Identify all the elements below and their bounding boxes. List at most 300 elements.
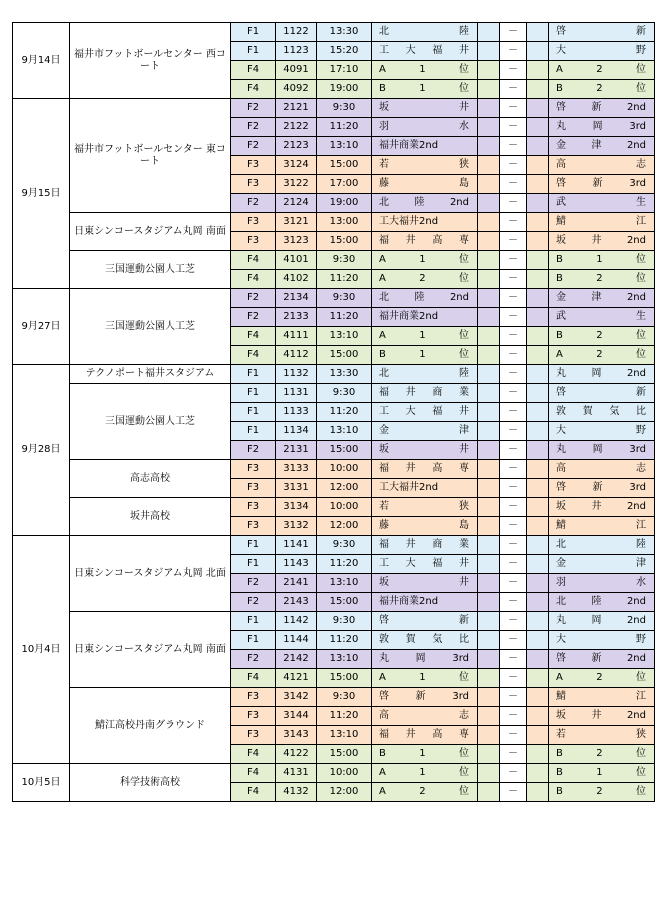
league-code: F1 (231, 422, 276, 441)
team-name-part: 2nd (626, 615, 646, 627)
team-name-part: 位 (459, 748, 469, 760)
match-number: 1131 (276, 384, 317, 403)
kickoff-time: 15:00 (317, 346, 372, 365)
team-name-part: 敦 (556, 406, 566, 418)
team-name-part: A (379, 786, 386, 798)
home-team (372, 308, 478, 327)
away-team (549, 289, 655, 308)
team-name-part: 位 (636, 672, 646, 684)
home-team (372, 99, 478, 118)
away-team (549, 137, 655, 156)
versus-separator: － (500, 403, 527, 422)
gap-cell (478, 764, 500, 783)
team-name (549, 349, 654, 361)
team-name-part: 福井商業2nd (379, 596, 439, 608)
gap-cell (527, 555, 549, 574)
gap-cell (478, 175, 500, 194)
match-number: 3142 (276, 688, 317, 707)
gap-cell (527, 726, 549, 745)
table-row (13, 251, 655, 270)
away-team (549, 99, 655, 118)
team-name-part: 啓 (379, 691, 389, 703)
team-name-part: 位 (459, 330, 469, 342)
team-name-part: 井 (591, 710, 602, 722)
team-name-part: 位 (636, 349, 646, 361)
team-name-part: A (556, 672, 563, 684)
match-number: 2133 (276, 308, 317, 327)
team-name (549, 235, 654, 247)
home-team (372, 688, 478, 707)
match-number: 4102 (276, 270, 317, 289)
team-name-part: 位 (459, 273, 469, 285)
versus-separator: － (500, 441, 527, 460)
team-name-part: 3rd (629, 121, 646, 133)
away-team (549, 612, 655, 631)
team-name-part: 生 (636, 197, 646, 209)
home-team (372, 612, 478, 631)
team-name (372, 311, 477, 323)
gap-cell (478, 574, 500, 593)
team-name-part: 野 (636, 425, 646, 437)
gap-cell (527, 707, 549, 726)
team-name-part: 2 (596, 748, 603, 760)
team-name (549, 45, 654, 57)
team-name (549, 596, 654, 608)
kickoff-time: 12:00 (317, 783, 372, 802)
team-name-part: 位 (459, 83, 469, 95)
away-team (549, 61, 655, 80)
team-name (549, 729, 654, 741)
match-number: 1133 (276, 403, 317, 422)
team-name (549, 425, 654, 437)
team-name (372, 653, 477, 665)
team-name-part: 啓 (556, 653, 566, 665)
team-name-part: 比 (635, 406, 646, 418)
gap-cell (527, 80, 549, 99)
team-name (549, 197, 654, 209)
team-name-part: 丸 (556, 368, 566, 380)
league-code: F4 (231, 669, 276, 688)
away-team (549, 498, 655, 517)
away-team (549, 422, 655, 441)
team-name (372, 539, 477, 551)
team-name-part: 1 (419, 254, 426, 266)
team-name-part: 2nd (626, 368, 646, 380)
team-name (372, 349, 477, 361)
gap-cell (478, 99, 500, 118)
team-name-part: 専 (458, 235, 469, 247)
team-name-part: 井 (591, 501, 602, 513)
versus-separator: － (500, 194, 527, 213)
table-row (13, 764, 655, 783)
team-name-part: 工 (379, 406, 389, 418)
team-name-part: 坂 (379, 577, 389, 589)
team-name-part: 2nd (626, 501, 646, 513)
team-name-part: 福 (379, 463, 389, 475)
team-name (372, 83, 477, 95)
home-team (372, 232, 478, 251)
team-name (372, 45, 477, 57)
kickoff-time: 13:30 (317, 23, 372, 42)
league-code: F2 (231, 574, 276, 593)
kickoff-time: 13:10 (317, 650, 372, 669)
versus-separator: － (500, 612, 527, 631)
match-date: 9月27日 (13, 289, 70, 365)
team-name (372, 444, 477, 456)
gap-cell (527, 384, 549, 403)
team-name-part: 位 (636, 767, 646, 779)
team-name-part: 陸 (636, 539, 646, 551)
team-name-part: 井 (459, 577, 469, 589)
kickoff-time: 9:30 (317, 536, 372, 555)
gap-cell (527, 194, 549, 213)
team-name-part: B (556, 748, 563, 760)
home-team (372, 194, 478, 213)
away-team (549, 745, 655, 764)
league-code: F1 (231, 612, 276, 631)
home-team (372, 346, 478, 365)
league-code: F1 (231, 384, 276, 403)
gap-cell (478, 365, 500, 384)
team-name-part: 江 (636, 216, 646, 228)
team-name-part: 井 (405, 539, 416, 551)
team-name (372, 425, 477, 437)
team-name-part: 井 (459, 444, 469, 456)
team-name (549, 102, 654, 114)
team-name (549, 216, 654, 228)
away-team (549, 270, 655, 289)
kickoff-time: 9:30 (317, 289, 372, 308)
team-name-part: 岡 (591, 615, 602, 627)
team-name-part: 江 (636, 691, 646, 703)
team-name (549, 26, 654, 38)
kickoff-time: 11:20 (317, 707, 372, 726)
versus-separator: － (500, 175, 527, 194)
gap-cell (478, 631, 500, 650)
team-name (549, 140, 654, 152)
team-name-part: 位 (459, 786, 469, 798)
gap-cell (527, 308, 549, 327)
away-team (549, 42, 655, 61)
versus-separator: － (500, 650, 527, 669)
team-name (549, 501, 654, 513)
team-name-part: 井 (591, 235, 602, 247)
match-number: 3143 (276, 726, 317, 745)
team-name (549, 482, 654, 494)
team-name (549, 577, 654, 589)
team-name-part: 新 (592, 178, 603, 190)
gap-cell (527, 764, 549, 783)
kickoff-time: 13:10 (317, 137, 372, 156)
versus-separator: － (500, 99, 527, 118)
team-name-part: 工大福井2nd (379, 216, 439, 228)
team-name-part: 井 (405, 235, 416, 247)
home-team (372, 745, 478, 764)
team-name-part: 坂 (379, 444, 389, 456)
team-name (549, 159, 654, 171)
team-name-part: A (379, 330, 386, 342)
team-name-part: 位 (636, 83, 646, 95)
team-name-part: 2 (596, 330, 603, 342)
team-name-part: 1 (419, 64, 426, 76)
team-name-part: 1 (419, 748, 426, 760)
match-number: 4101 (276, 251, 317, 270)
team-name-part: 北 (379, 197, 389, 209)
team-name-part: 位 (459, 254, 469, 266)
gap-cell (478, 707, 500, 726)
team-name-part: 江 (636, 520, 646, 532)
team-name (372, 140, 477, 152)
gap-cell (527, 175, 549, 194)
team-name-part: 丸 (556, 615, 566, 627)
kickoff-time: 11:20 (317, 555, 372, 574)
away-team (549, 650, 655, 669)
kickoff-time: 15:00 (317, 441, 372, 460)
league-code: F1 (231, 631, 276, 650)
team-name (372, 615, 477, 627)
team-name-part: 専 (458, 729, 469, 741)
league-code: F4 (231, 346, 276, 365)
kickoff-time: 15:00 (317, 156, 372, 175)
team-name-part: 井 (458, 406, 469, 418)
team-name-part: A (379, 273, 386, 285)
table-row (13, 365, 655, 384)
team-name-part: 2 (596, 672, 603, 684)
kickoff-time: 11:20 (317, 308, 372, 327)
gap-cell (478, 555, 500, 574)
kickoff-time: 10:00 (317, 764, 372, 783)
team-name-part: 大 (405, 406, 416, 418)
team-name-part: 井 (458, 45, 469, 57)
team-name (372, 501, 477, 513)
home-team (372, 441, 478, 460)
gap-cell (478, 61, 500, 80)
match-number: 1144 (276, 631, 317, 650)
team-name (372, 767, 477, 779)
league-code: F4 (231, 270, 276, 289)
team-name-part: 2nd (626, 102, 646, 114)
gap-cell (527, 289, 549, 308)
versus-separator: － (500, 593, 527, 612)
team-name-part: 2nd (626, 140, 646, 152)
team-name-part: 1 (419, 349, 426, 361)
versus-separator: － (500, 118, 527, 137)
home-team (372, 726, 478, 745)
team-name-part: 丸 (556, 121, 566, 133)
team-name-part: 位 (636, 748, 646, 760)
team-name-part: 鯖 (556, 691, 566, 703)
team-name-part: 丸 (379, 653, 389, 665)
team-name (372, 691, 477, 703)
team-name-part: 1 (419, 672, 426, 684)
home-team (372, 707, 478, 726)
gap-cell (478, 688, 500, 707)
match-number: 2143 (276, 593, 317, 612)
team-name (549, 273, 654, 285)
venue-name: 高志高校 (70, 460, 231, 498)
table-row (13, 612, 655, 631)
team-name-part: 若 (379, 501, 389, 513)
gap-cell (527, 783, 549, 802)
team-name (372, 368, 477, 380)
away-team (549, 156, 655, 175)
kickoff-time: 13:10 (317, 574, 372, 593)
league-code: F3 (231, 460, 276, 479)
kickoff-time: 11:20 (317, 270, 372, 289)
team-name-part: 新 (415, 691, 426, 703)
gap-cell (527, 574, 549, 593)
league-code: F3 (231, 175, 276, 194)
home-team (372, 764, 478, 783)
venue-name: 三国運動公園人工芝 (70, 384, 231, 460)
gap-cell (527, 270, 549, 289)
match-number: 4112 (276, 346, 317, 365)
kickoff-time: 11:20 (317, 403, 372, 422)
home-team (372, 650, 478, 669)
team-name-part: 2nd (449, 292, 469, 304)
league-code: F2 (231, 308, 276, 327)
kickoff-time: 9:30 (317, 384, 372, 403)
gap-cell (527, 745, 549, 764)
team-name-part: A (379, 64, 386, 76)
team-name-part: 岡 (591, 368, 602, 380)
team-name (372, 178, 477, 190)
team-name-part: 井 (459, 102, 469, 114)
team-name-part: 志 (636, 463, 646, 475)
team-name-part: 新 (592, 482, 603, 494)
away-team (549, 384, 655, 403)
team-name-part: 鯖 (556, 216, 566, 228)
versus-separator: － (500, 61, 527, 80)
team-name (549, 121, 654, 133)
gap-cell (527, 365, 549, 384)
team-name (549, 539, 654, 551)
match-number: 2123 (276, 137, 317, 156)
home-team (372, 213, 478, 232)
versus-separator: － (500, 555, 527, 574)
team-name-part: 福 (432, 406, 443, 418)
team-name (549, 254, 654, 266)
team-name (549, 83, 654, 95)
team-name-part: 金 (556, 140, 566, 152)
team-name (549, 463, 654, 475)
team-name (372, 634, 477, 646)
match-number: 4131 (276, 764, 317, 783)
away-team (549, 80, 655, 99)
match-number: 1141 (276, 536, 317, 555)
team-name-part: 2 (596, 273, 603, 285)
away-team (549, 517, 655, 536)
match-number: 2122 (276, 118, 317, 137)
team-name-part: 鯖 (556, 520, 566, 532)
team-name-part: B (379, 748, 386, 760)
match-number: 2134 (276, 289, 317, 308)
venue-name: 科学技術高校 (70, 764, 231, 802)
kickoff-time: 17:10 (317, 61, 372, 80)
home-team (372, 289, 478, 308)
team-name-part: 2nd (626, 235, 646, 247)
team-name-part: A (379, 254, 386, 266)
team-name (549, 444, 654, 456)
match-number: 4122 (276, 745, 317, 764)
match-number: 1142 (276, 612, 317, 631)
team-name-part: 高 (432, 235, 443, 247)
home-team (372, 517, 478, 536)
venue-name: 鯖江高校丹南グラウンド (70, 688, 231, 764)
gap-cell (527, 460, 549, 479)
versus-separator: － (500, 460, 527, 479)
gap-cell (478, 441, 500, 460)
versus-separator: － (500, 536, 527, 555)
away-team (549, 194, 655, 213)
versus-separator: － (500, 213, 527, 232)
match-number: 3132 (276, 517, 317, 536)
away-team (549, 555, 655, 574)
away-team (549, 175, 655, 194)
away-team (549, 593, 655, 612)
home-team (372, 631, 478, 650)
team-name-part: 3rd (629, 444, 646, 456)
team-name-part: 2nd (449, 197, 469, 209)
gap-cell (527, 403, 549, 422)
gap-cell (527, 251, 549, 270)
team-name-part: B (556, 330, 563, 342)
team-name (372, 672, 477, 684)
team-name (372, 387, 477, 399)
kickoff-time: 10:00 (317, 498, 372, 517)
team-name-part: 位 (459, 767, 469, 779)
schedule-body (13, 23, 655, 802)
match-number: 2131 (276, 441, 317, 460)
gap-cell (478, 422, 500, 441)
gap-cell (527, 118, 549, 137)
team-name (372, 520, 477, 532)
team-name (372, 558, 477, 570)
team-name-part: B (379, 83, 386, 95)
match-date: 9月28日 (13, 365, 70, 536)
team-name (372, 406, 477, 418)
gap-cell (527, 650, 549, 669)
table-row (13, 289, 655, 308)
team-name-part: 2 (596, 786, 603, 798)
venue-name: 三国運動公園人工芝 (70, 251, 231, 289)
away-team (549, 707, 655, 726)
team-name-part: 業 (458, 387, 469, 399)
team-name (549, 653, 654, 665)
match-number: 3124 (276, 156, 317, 175)
away-team (549, 365, 655, 384)
gap-cell (478, 403, 500, 422)
match-number: 3121 (276, 213, 317, 232)
kickoff-time: 12:00 (317, 517, 372, 536)
match-date: 10月4日 (13, 536, 70, 764)
gap-cell (478, 669, 500, 688)
team-name-part: 若 (379, 159, 389, 171)
gap-cell (478, 23, 500, 42)
team-name-part: 坂 (556, 235, 566, 247)
gap-cell (478, 593, 500, 612)
league-code: F1 (231, 555, 276, 574)
versus-separator: － (500, 137, 527, 156)
team-name-part: 福井商業2nd (379, 140, 439, 152)
gap-cell (527, 213, 549, 232)
league-code: F3 (231, 498, 276, 517)
team-name-part: 島 (459, 520, 469, 532)
team-name-part: 位 (636, 254, 646, 266)
versus-separator: － (500, 669, 527, 688)
team-name (372, 64, 477, 76)
away-team (549, 783, 655, 802)
